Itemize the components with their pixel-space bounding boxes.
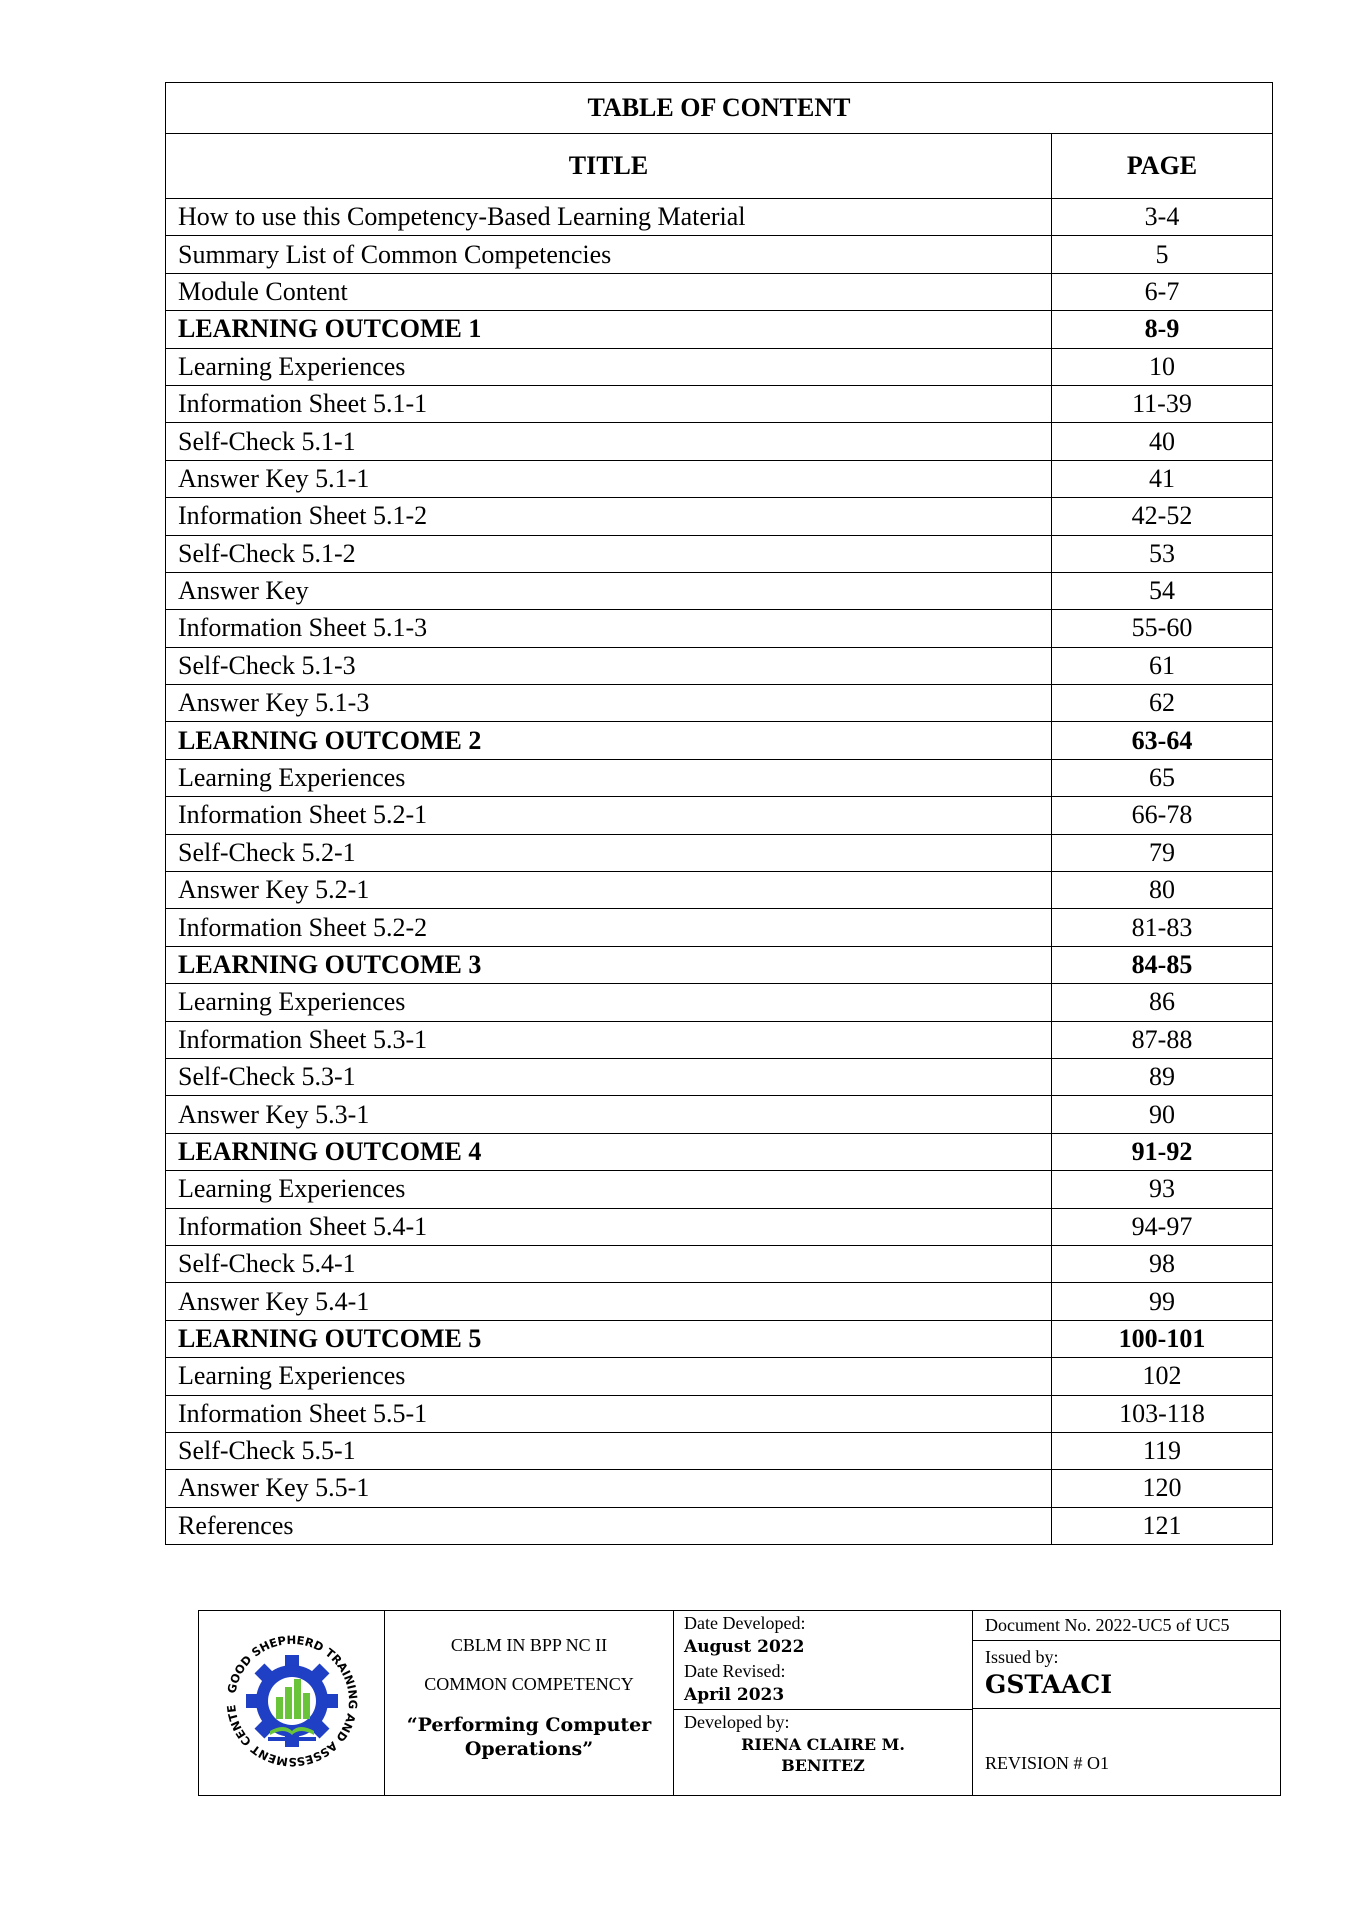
toc-entry-title: LEARNING OUTCOME 4 [166, 1133, 1052, 1170]
toc-header-title: TITLE [166, 134, 1052, 199]
toc-row [166, 1395, 1273, 1432]
toc-entry-title: Answer Key [166, 572, 1052, 609]
dates-cell [674, 1611, 973, 1796]
toc-entry-page: 54 [1052, 572, 1273, 609]
toc-row [166, 1507, 1273, 1544]
toc-entry-title: LEARNING OUTCOME 2 [166, 722, 1052, 759]
toc-entry-title: Answer Key 5.3-1 [166, 1096, 1052, 1133]
toc-entry-page: 62 [1052, 685, 1273, 722]
toc-row [166, 460, 1273, 497]
toc-row [166, 909, 1273, 946]
toc-header-page: PAGE [1052, 134, 1273, 199]
toc-entry-title: Learning Experiences [166, 984, 1052, 1021]
toc-caption: TABLE OF CONTENT [166, 83, 1273, 134]
toc-entry-title: Learning Experiences [166, 1358, 1052, 1395]
toc-entry-title: Information Sheet 5.1-1 [166, 385, 1052, 422]
toc-entry-title: Information Sheet 5.1-2 [166, 498, 1052, 535]
toc-row [166, 984, 1273, 1021]
toc-entry-page: 86 [1052, 984, 1273, 1021]
toc-entry-title: How to use this Competency-Based Learning Material [166, 199, 1052, 236]
toc-entry-page: 121 [1052, 1507, 1273, 1544]
toc-row [166, 1470, 1273, 1507]
toc-entry-page: 102 [1052, 1358, 1273, 1395]
toc-section-row [166, 1133, 1273, 1170]
developer-line2: BENITEZ [781, 1756, 865, 1775]
toc-entry-title: Learning Experiences [166, 348, 1052, 385]
toc-row [166, 1058, 1273, 1095]
toc-entry-page: 119 [1052, 1432, 1273, 1469]
toc-entry-title: Information Sheet 5.5-1 [166, 1395, 1052, 1432]
issuer-name: GSTAACI [985, 1670, 1113, 1699]
revision-number: REVISION # O1 [985, 1753, 1109, 1773]
toc-entry-page: 63-64 [1052, 722, 1273, 759]
toc-section-row [166, 1320, 1273, 1357]
toc-entry-page: 91-92 [1052, 1133, 1273, 1170]
toc-row [166, 423, 1273, 460]
toc-entry-page: 98 [1052, 1245, 1273, 1282]
toc-entry-title: References [166, 1507, 1052, 1544]
toc-entry-title: LEARNING OUTCOME 3 [166, 946, 1052, 983]
toc-row [166, 236, 1273, 273]
toc-section-row [166, 946, 1273, 983]
toc-entry-page: 10 [1052, 348, 1273, 385]
toc-entry-page: 81-83 [1052, 909, 1273, 946]
date-developed-value: August 2022 [684, 1637, 805, 1657]
toc-entry-page: 79 [1052, 834, 1273, 871]
toc-entry-page: 65 [1052, 759, 1273, 796]
issued-by-block [973, 1641, 1280, 1709]
module-title [385, 1713, 673, 1761]
document-number: Document No. 2022-UC5 of UC5 [973, 1611, 1280, 1641]
toc-entry-title: Answer Key 5.4-1 [166, 1283, 1052, 1320]
cblm-line1: CBLM IN BPP NC II [450, 1635, 608, 1655]
toc-entry-title: Information Sheet 5.1-3 [166, 610, 1052, 647]
toc-entry-title: Information Sheet 5.2-1 [166, 797, 1052, 834]
gear-shape [246, 1655, 338, 1747]
toc-entry-page: 89 [1052, 1058, 1273, 1095]
toc-entry-title: Summary List of Common Competencies [166, 236, 1052, 273]
toc-entry-page: 99 [1052, 1283, 1273, 1320]
toc-entry-page: 42-52 [1052, 498, 1273, 535]
logo-ring-text: GOOD SHEPHERD TRAINING AND ASSESSMENT CENTE [223, 1632, 360, 1769]
toc-entry-page: 87-88 [1052, 1021, 1273, 1058]
toc-entry-page: 3-4 [1052, 199, 1273, 236]
toc-entry-title: Information Sheet 5.2-2 [166, 909, 1052, 946]
toc-entry-page: 103-118 [1052, 1395, 1273, 1432]
toc-entry-title: Answer Key 5.2-1 [166, 872, 1052, 909]
toc-entry-title: Module Content [166, 273, 1052, 310]
toc-row [166, 1358, 1273, 1395]
toc-row [166, 685, 1273, 722]
toc-entry-title: Answer Key 5.5-1 [166, 1470, 1052, 1507]
toc-entry-page: 41 [1052, 460, 1273, 497]
toc-entry-page: 6-7 [1052, 273, 1273, 310]
toc-entry-page: 11-39 [1052, 385, 1273, 422]
toc-row [166, 797, 1273, 834]
toc-entry-title: Self-Check 5.4-1 [166, 1245, 1052, 1282]
toc-row [166, 535, 1273, 572]
toc-row [166, 1021, 1273, 1058]
toc-section-row [166, 311, 1273, 348]
toc-row [166, 610, 1273, 647]
toc-entry-title: Self-Check 5.1-1 [166, 423, 1052, 460]
toc-row [166, 1171, 1273, 1208]
toc-entry-page: 61 [1052, 647, 1273, 684]
toc-entry-title: Self-Check 5.2-1 [166, 834, 1052, 871]
toc-row [166, 348, 1273, 385]
module-info-cell [385, 1611, 674, 1796]
toc-entry-title: Self-Check 5.1-2 [166, 535, 1052, 572]
toc-row [166, 834, 1273, 871]
toc-section-row [166, 722, 1273, 759]
toc-entry-title: Answer Key 5.1-3 [166, 685, 1052, 722]
toc-entry-page: 55-60 [1052, 610, 1273, 647]
toc-row [166, 1096, 1273, 1133]
issued-by-label: Issued by: [985, 1647, 1059, 1667]
toc-entry-title: Self-Check 5.1-3 [166, 647, 1052, 684]
date-revised-value: April 2023 [684, 1685, 785, 1705]
toc-entry-page: 120 [1052, 1470, 1273, 1507]
toc-row [166, 273, 1273, 310]
logo-cell [199, 1611, 385, 1796]
toc-row [166, 1208, 1273, 1245]
toc-row [166, 385, 1273, 422]
toc-body [166, 199, 1273, 1545]
module-title-line1: “Performing Computer [406, 1714, 652, 1736]
toc-entry-title: Learning Experiences [166, 759, 1052, 796]
developer-line1: RIENA CLAIRE M. [741, 1735, 905, 1754]
toc-row [166, 1283, 1273, 1320]
toc-entry-page: 84-85 [1052, 946, 1273, 983]
cblm-line2: COMMON COMPETENCY [424, 1674, 634, 1694]
toc-row [166, 498, 1273, 535]
toc-entry-title: Answer Key 5.1-1 [166, 460, 1052, 497]
toc-entry-page: 5 [1052, 236, 1273, 273]
toc-entry-title: Self-Check 5.5-1 [166, 1432, 1052, 1469]
toc-entry-title: LEARNING OUTCOME 1 [166, 311, 1052, 348]
toc-entry-page: 94-97 [1052, 1208, 1273, 1245]
date-developed-label: Date Developed: [684, 1613, 806, 1633]
toc-entry-page: 53 [1052, 535, 1273, 572]
toc-entry-page: 40 [1052, 423, 1273, 460]
toc-row [166, 872, 1273, 909]
document-footer [198, 1610, 1281, 1796]
toc-entry-title: Learning Experiences [166, 1171, 1052, 1208]
module-title-line2: Operations” [464, 1738, 594, 1760]
toc-entry-title: Self-Check 5.3-1 [166, 1058, 1052, 1095]
developed-by-label: Developed by: [684, 1712, 790, 1732]
toc-entry-title: Information Sheet 5.4-1 [166, 1208, 1052, 1245]
toc-entry-page: 100-101 [1052, 1320, 1273, 1357]
toc-row [166, 572, 1273, 609]
toc-entry-title: Information Sheet 5.3-1 [166, 1021, 1052, 1058]
gear-building-logo-icon [217, 1626, 367, 1776]
toc-row [166, 647, 1273, 684]
toc-header-row [166, 134, 1273, 199]
toc-entry-title: LEARNING OUTCOME 5 [166, 1320, 1052, 1357]
toc-row [166, 1245, 1273, 1282]
toc-row [166, 199, 1273, 236]
toc-row [166, 759, 1273, 796]
toc-entry-page: 93 [1052, 1171, 1273, 1208]
document-info-cell [973, 1611, 1281, 1796]
toc-entry-page: 66-78 [1052, 797, 1273, 834]
toc-entry-page: 80 [1052, 872, 1273, 909]
date-revised-label: Date Revised: [684, 1661, 786, 1681]
toc-row [166, 1432, 1273, 1469]
toc-caption-row [166, 83, 1273, 134]
toc-entry-page: 90 [1052, 1096, 1273, 1133]
table-of-contents [165, 82, 1273, 1545]
toc-entry-page: 8-9 [1052, 311, 1273, 348]
